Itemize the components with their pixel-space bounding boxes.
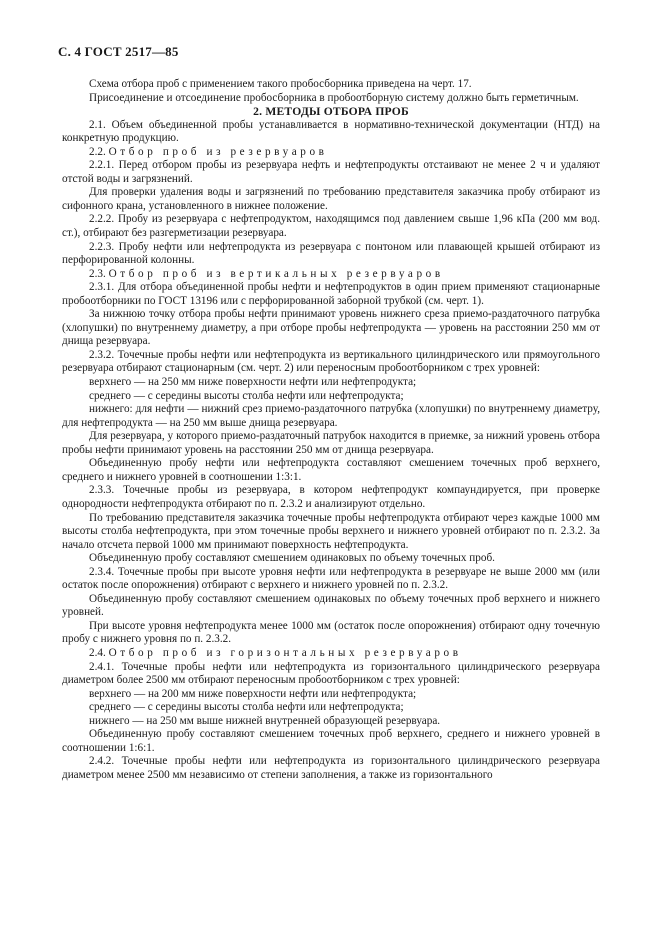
paragraph-2-2-2: 2.2.2. Пробу из резервуара с нефтепродуктом, находящимся под давлением свыше 1,96 кПа (200 мм вод. ст.), отбирают без разгерметизации резервуара. (62, 213, 600, 240)
page-header: С. 4 ГОСТ 2517—85 (58, 44, 179, 59)
paragraph-2-1: 2.1. Объем объединенной пробы устанавливается в нормативно-технической документации (НТД) на конкретную продукцию. (62, 118, 600, 145)
list-item: верхнего — на 200 мм ниже поверхности нефти или нефтепродукта; (89, 687, 417, 700)
section-heading-2-4 (62, 647, 600, 661)
section-heading-text: Отбор проб из горизонтальных резервуаров (108, 646, 462, 659)
document-body (62, 78, 600, 782)
list-item: нижнего — на 250 мм выше нижней внутренней образующей резервуара. (89, 714, 441, 727)
section-title: 2. МЕТОДЫ ОТБОРА ПРОБ (253, 105, 409, 119)
section-number: 2.3. (89, 267, 106, 280)
paragraph: При высоте уровня нефтепродукта менее 1000 мм (остаток после опорожнения) отбирают одну точечную пробу с нижнего уровня по п. 2.3.2. (62, 619, 600, 646)
paragraph: Объединенную пробу составляют смешением одинаковых по объему точечных проб. (89, 552, 495, 565)
list-item: среднего — с середины высоты столба нефти или нефтепродукта; (89, 389, 404, 402)
paragraph: Для резервуара, у которого приемо-раздаточный патрубок находится в приемке, за нижний уровень отбора пробы нефти принимают уровень на расстоянии 250 мм от днища резервуара. (62, 430, 600, 456)
paragraph: Объединенную пробу нефти или нефтепродукта составляют смешением точечных проб верхнего, среднего и нижнего уровней в соотношении 1:3:1. (62, 457, 600, 483)
paragraph: По требованию представителя заказчика точечные пробы нефтепродукта отбирают через каждые 1000 мм высоты столба нефтепродукта, при этом точечные пробы верхнего и нижнего уровней отбирают по п. 2.3.2. За начало отсчета первой 1000 мм принимают поверхность нефтепродукта. (62, 511, 600, 551)
list-item: верхнего — на 250 мм ниже поверхности нефти или нефтепродукта; (89, 376, 417, 389)
paragraph: Объединенную пробу составляют смешением точечных проб верхнего, среднего и нижнего уровней в соотношении 1:6:1. (62, 728, 600, 754)
section-heading-2-2 (62, 146, 600, 160)
paragraph-2-2-1: 2.2.1. Перед отбором пробы из резервуара нефть и нефтепродукты отстаивают не менее 2 ч и удаляют отстой воды и загрязнений. (62, 159, 600, 185)
paragraph-2-3-2: 2.3.2. Точечные пробы нефти или нефтепродукта из вертикального цилиндрического или прямоугольного резервуара отбирают стационарным (см. черт. 2) или переносным пробоотборником с трех уровней: (62, 348, 600, 375)
section-heading-text: Отбор проб из вертикальных резервуаров (108, 267, 444, 280)
paragraph: Для проверки удаления воды и загрязнений по требованию представителя заказчика пробу отбирают из сифонного крана, установленного в нижнее положение. (62, 186, 600, 212)
paragraph-2-3-4: 2.3.4. Точечные пробы при высоте уровня нефти или нефтепродукта в резервуаре не выше 2000 мм (или остаток после опорожнения) отбирают с верхнего и нижнего уровней по п. 2.3.2. (62, 565, 600, 592)
paragraph-2-4-2: 2.4.2. Точечные пробы нефти или нефтепродукта из горизонтального цилиндрического резервуара диаметром менее 2500 мм независимо от степени заполнения, а также из горизонтального (62, 755, 600, 781)
paragraph: Объединенную пробу составляют смешением одинаковых по объему точечных проб верхнего и нижнего уровней. (62, 592, 600, 619)
section-number: 2.4. (89, 646, 106, 659)
paragraph-2-4-1: 2.4.1. Точечные пробы нефти или нефтепродукта из горизонтального цилиндрического резервуара диаметром более 2500 мм отбирают переносным пробоотборником с трех уровней: (62, 660, 600, 687)
paragraph-2-2-3: 2.2.3. Пробу нефти или нефтепродукта из резервуара с понтоном или плавающей крышей отбирают из перфорированной колонны. (62, 240, 600, 267)
paragraph-2-3-3: 2.3.3. Точечные пробы из резервуара, в котором нефтепродукт компаундируется, при проверке однородности нефтепродукта отбирают по п. 2.3.2 и анализируют отдельно. (62, 484, 600, 510)
list-item: нижнего: для нефти — нижний срез приемо-раздаточного патрубка (хлопушки) по внутреннему диаметру, для нефтепродукта — на 250 мм выше днища резервуара. (62, 403, 600, 429)
section-number: 2.2. (89, 145, 106, 158)
section-heading-text: Отбор проб из резервуаров (108, 145, 328, 158)
list-item: среднего — с середины высоты столба нефти или нефтепродукта; (89, 701, 404, 714)
paragraph-2-3-1: 2.3.1. Для отбора объединенной пробы нефти и нефтепродуктов в один прием применяют стационарные пробоотборники по ГОСТ 13196 или с перфорированной заборной трубкой (см. черт. 1). (62, 281, 600, 307)
section-heading-2-3 (62, 268, 600, 282)
intro-paragraph: Присоединение и отсоединение пробосборника в пробоотборную систему должно быть герметичным. (89, 91, 579, 104)
intro-paragraph: Схема отбора проб с применением такого пробосборника приведена на черт. 17. (89, 78, 472, 90)
paragraph: За нижнюю точку отбора пробы нефти принимают уровень нижнего среза приемо-раздаточного патрубка (хлопушки) по внутреннему диаметру, а при отборе пробы нефтепродукта — уровень на расстоянии 250 мм от днища резервуара. (62, 308, 600, 348)
